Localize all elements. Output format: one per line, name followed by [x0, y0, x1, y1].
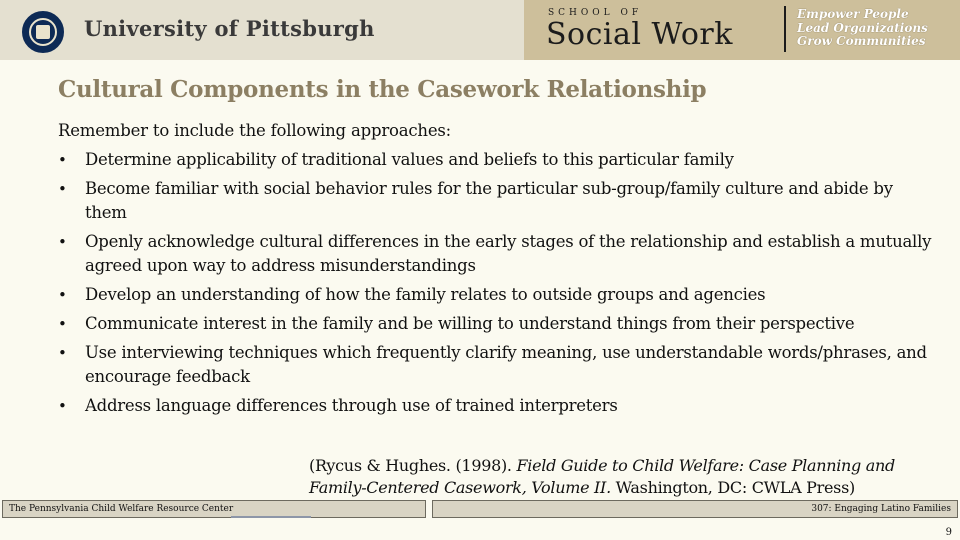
slide-title: Cultural Components in the Casework Relationship: [58, 76, 707, 103]
school-name: Social Work: [546, 17, 733, 52]
footer-right-bar: [432, 500, 958, 518]
bullet-item: • Address language differences through use of trained interpreters: [58, 394, 938, 418]
bullet-item: • Communicate interest in the family and be willing to understand things from their perspective: [58, 312, 938, 336]
school-prefix: SCHOOL OF: [548, 8, 643, 18]
header-divider: [784, 6, 786, 52]
tagline-line-3: Grow Communities: [797, 34, 926, 48]
university-banner: [0, 0, 524, 60]
bullet-item: • Openly acknowledge cultural differences in the early stages of the relationship and establish a mutually agreed upon way to address misunderstandings: [58, 230, 938, 278]
tagline-line-1: Empower People: [797, 7, 909, 21]
bullet-item: • Use interviewing techniques which frequently clarify meaning, use understandable words/phrases, and encourage feedback: [58, 341, 938, 389]
school-tagline: [797, 8, 928, 49]
bullet-item: • Develop an understanding of how the family relates to outside groups and agencies: [58, 283, 938, 307]
header-banner: [0, 0, 960, 60]
tagline-line-2: Lead Organizations: [797, 20, 928, 35]
footer-left-bar: [2, 500, 426, 518]
citation-work: Field Guide to Child Welfare: Case Planning and Family-Centered Casework, Volume II.: [309, 456, 895, 497]
slide-body: [58, 119, 938, 423]
university-seal-icon: [22, 11, 64, 53]
university-name: University of Pittsburgh: [84, 16, 375, 41]
footer-accent-line: [231, 516, 311, 518]
footer-course-title: 307: Engaging Latino Families: [811, 504, 951, 514]
citation-prefix: (Rycus & Hughes. (1998).: [309, 456, 517, 475]
bullet-item: • Become familiar with social behavior rules for the particular sub-group/family culture and abide by them: [58, 177, 938, 225]
school-banner: [524, 0, 960, 60]
page-number: 9: [945, 527, 952, 538]
footer-organization: The Pennsylvania Child Welfare Resource Center: [9, 504, 234, 514]
intro-text: Remember to include the following approaches:: [58, 121, 452, 140]
citation-suffix: Washington, DC: CWLA Press): [610, 478, 855, 497]
bullet-list: [58, 148, 938, 418]
citation: [309, 455, 949, 499]
bullet-item: • Determine applicability of traditional values and beliefs to this particular family: [58, 148, 938, 172]
